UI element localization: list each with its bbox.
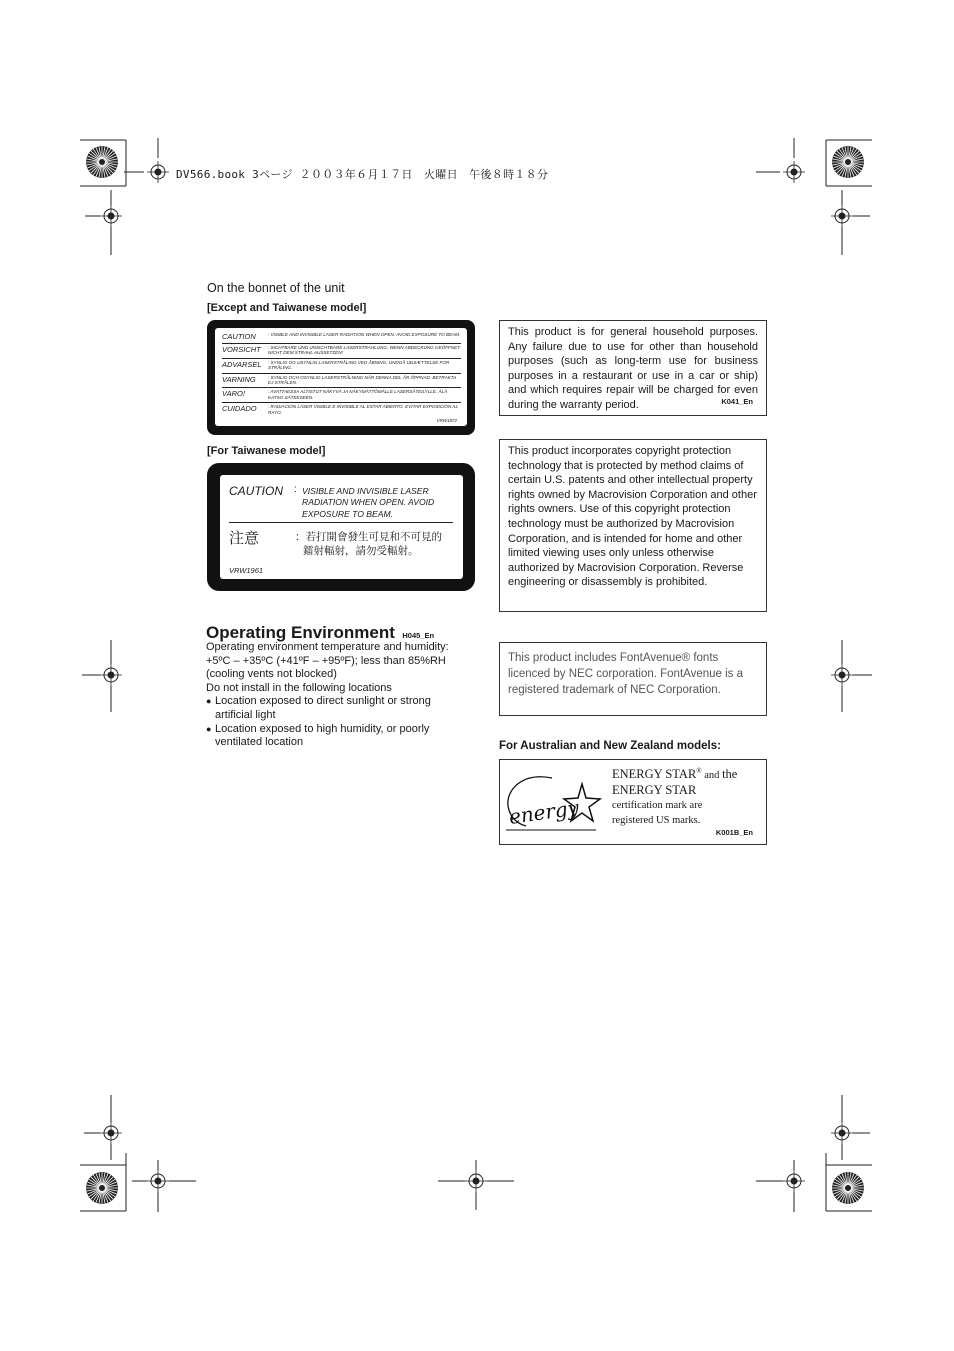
- operating-environment-heading: [206, 623, 434, 643]
- energy-star-heading: For Australian and New Zealand models:: [499, 740, 721, 752]
- label-row-language: VARNING: [222, 374, 256, 384]
- chinese-text-line-1: ：若打開會發生可見和不可見的: [295, 531, 442, 543]
- taiwan-model-title: [For Taiwanese model]: [207, 445, 326, 457]
- caution-text-line-2: RADIATION WHEN OPEN. AVOID: [302, 497, 435, 508]
- energy-logo-text: energy: [507, 795, 581, 829]
- chinese-caution-word: 注意: [229, 529, 260, 547]
- energy-star-name-1: ENERGY STAR: [612, 767, 697, 782]
- laser-warning-label-multilang: [207, 320, 475, 435]
- label-row-language: ADVARSEL: [222, 359, 262, 369]
- copyright-text: This product incorporates copyright protection technology that is protected by method claims of certain U.S. patents and other intellectual property rights owned by Macrovision Corporation and other rights owners. Use of this copyright protection technology must be authorized by Macrovision Corporation, and is intended for home and other limited viewing uses only unless otherwise authorized by Macrovision Corporation. Reverse engineering or disassembly is prohibited.: [508, 445, 757, 589]
- op-bullet-2-text: Location exposed to high humidity, or poorly ventilated location: [215, 722, 430, 749]
- caution-text: [302, 486, 434, 520]
- fontavenue-text: This product includes FontAvenue® fonts licenced by NEC corporation. FontAvenue is a registered trademark of NEC Corporation.: [508, 652, 744, 696]
- operating-environment-title: Operating Environment: [206, 623, 395, 642]
- energy-star-logo: [504, 768, 602, 838]
- label-row-language: CUIDADO: [222, 404, 257, 414]
- except-model-title: [Except and Taiwanese model]: [207, 302, 367, 314]
- label-row-text: : SYNLIG OG USYNLIG LASERSTRÅLING VED ÅBNING. UNDGÅ UDSÆTTELSE FOR STRÅLING.: [268, 359, 450, 371]
- laser-warning-label-taiwan: [207, 463, 475, 591]
- caution-word: CAUTION: [229, 484, 283, 498]
- label-inner-panel: [215, 328, 467, 426]
- energy-line-3: certification mark are: [612, 800, 703, 812]
- label-row-text: : RADIACIÓN LÁSER VISIBLE E INVISIBLE AL ESTAR ABIERTO. EVITAR EXPOSICIÓN AL RAYO.: [268, 404, 458, 415]
- label-row: [222, 344, 461, 359]
- chinese-text-line-2: 鐳射輻射，請勿受輻射。: [303, 545, 419, 557]
- file-stamp: DV566.book 3ページ ２００３年６月１７日 火曜日 午後８時１８分: [176, 168, 549, 181]
- label-code: VRW1872: [436, 418, 457, 423]
- bullet-icon: ●: [206, 723, 212, 734]
- fontavenue-notice: [499, 642, 767, 716]
- energy-and: and: [701, 770, 723, 782]
- label-row: [222, 388, 461, 403]
- household-text: This product is for general household purposes. Any failure due to use for other than household purposes (such as long-term use for business purposes in a restaurant or use in a car or ship) and which requires repair will be charged for even during the warranty period.: [508, 326, 758, 411]
- taiwan-label-inner-panel: [220, 475, 463, 579]
- energy-line-4: registered US marks.: [612, 815, 701, 827]
- op-line-3: Do not install in the following locations: [206, 681, 392, 694]
- operating-environment-code: H045_En: [402, 631, 435, 640]
- op-line-2: +5ºC – +35ºC (+41ºF – +95ºF); less than 85%RH (cooling vents not blocked): [206, 654, 446, 681]
- chinese-caution-text: [295, 530, 442, 558]
- energy-star-logo-svg: [504, 768, 602, 838]
- label-row-text: : SYNLIG OCH OSYNLIG LASERSTRÅLNING NÄR DENNA DEL ÄR ÖPPNAD. BETRAKTA EJ STRÅLEN.: [268, 374, 457, 386]
- op-bullet-1: [206, 695, 461, 722]
- op-bullet-1-text: Location exposed to direct sunlight or strong artificial light: [215, 695, 431, 721]
- taiwan-label-code: VRW1961: [229, 566, 264, 575]
- energy-star-text: [612, 764, 737, 828]
- label-row-language: VARO!: [222, 389, 245, 399]
- op-line-1: Operating environment temperature and humidity:: [206, 641, 449, 653]
- label-row-text: : SICHTBARE UND UNSICHTBARE LASERSTRAHLUNG, WENN ABDECKUNG GEÖFFNET. NICHT DEM STRAHL AUSSETZEN!: [268, 345, 461, 356]
- energy-the: the: [722, 767, 738, 782]
- op-bullet-2: [206, 723, 461, 750]
- energy-line-2: ENERGY STAR: [612, 783, 697, 798]
- label-row-text: : AVATTAESSA ALTISTUT NÄKYVÄ JA NÄKYMÄTTÖMÄLLE LASERSÄTEILYLLE. ÄLÄ KATSO SÄTEESEEN.: [268, 389, 448, 400]
- label-row: [222, 403, 461, 417]
- copyright-protection-notice: [499, 439, 767, 612]
- operating-environment-body: [206, 641, 461, 750]
- energy-code: K001B_En: [715, 828, 753, 837]
- registered-mark: ®: [696, 767, 702, 775]
- caution-text-line-3: EXPOSURE TO BEAM.: [302, 508, 394, 519]
- label-row-language: VORSICHT: [222, 345, 261, 354]
- label-row-language: CAUTION: [222, 332, 256, 341]
- label-row: [222, 374, 461, 389]
- label-row: [222, 359, 461, 374]
- label-divider: [229, 522, 453, 523]
- label-row-text: : VISIBLE AND INVISIBLE LASER RADIATION WHEN OPEN. AVOID EXPOSURE TO BEAM.: [268, 332, 461, 337]
- bullet-icon: ●: [206, 696, 212, 707]
- caution-text-line-1: VISIBLE AND INVISIBLE LASER: [302, 486, 429, 496]
- household-purpose-notice: [499, 320, 767, 416]
- label-row: [222, 331, 461, 344]
- caution-colon: :: [294, 484, 297, 495]
- bonnet-intro: On the bonnet of the unit: [207, 281, 345, 295]
- household-code: K041_En: [721, 397, 753, 407]
- energy-star-box: [499, 759, 767, 845]
- label-rows: [222, 331, 461, 417]
- energy-line-1: [612, 764, 737, 783]
